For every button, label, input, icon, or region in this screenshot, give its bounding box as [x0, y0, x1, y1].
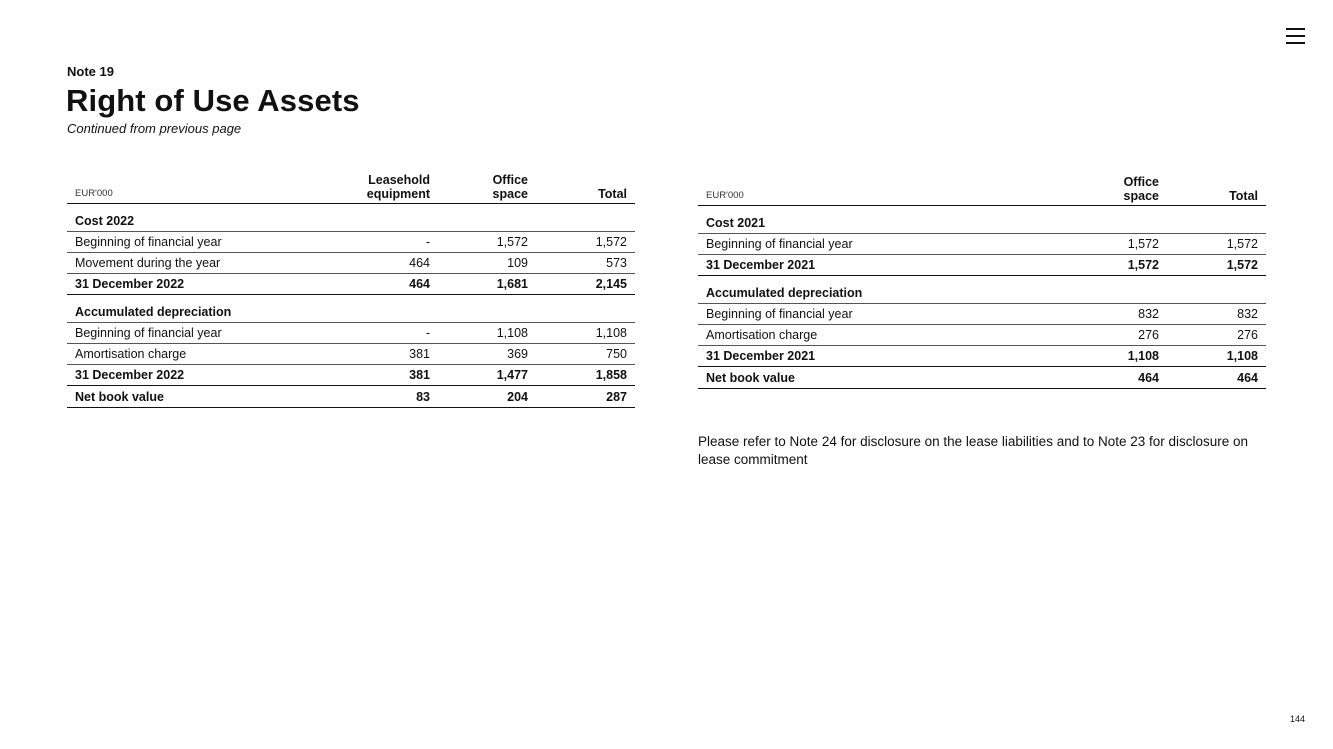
table-header [67, 168, 635, 204]
table-row [67, 253, 635, 274]
cell-value: 1,477 [438, 365, 536, 386]
row-label: Beginning of financial year [67, 323, 325, 344]
row-label: 31 December 2022 [67, 274, 325, 295]
cell-value: 1,108 [438, 323, 536, 344]
section-heading: Cost 2022 [67, 204, 635, 232]
row-label: 31 December 2022 [67, 365, 325, 386]
page-number: 144 [1290, 714, 1306, 724]
cell-value: 1,572 [1167, 255, 1266, 276]
cell-value: 1,572 [438, 232, 536, 253]
total-row [698, 346, 1266, 367]
cell-value: - [325, 323, 438, 344]
cell-value: 832 [1069, 304, 1167, 325]
hamburger-menu-icon[interactable] [1285, 26, 1307, 46]
table-row [67, 344, 635, 365]
section-heading-row [67, 204, 635, 232]
cell-value: 381 [325, 365, 438, 386]
table-row [698, 304, 1266, 325]
section-heading-row [67, 295, 635, 323]
section-heading: Accumulated depreciation [698, 276, 1266, 304]
table-row [698, 234, 1266, 255]
row-label: Beginning of financial year [67, 232, 325, 253]
cell-value: 204 [438, 386, 536, 408]
row-label: Net book value [698, 367, 1069, 389]
page-title: Right of Use Assets [66, 83, 360, 118]
header-row [698, 170, 1266, 206]
net-book-value-row [67, 386, 635, 408]
cell-value: 1,572 [1069, 234, 1167, 255]
cell-value: 83 [325, 386, 438, 408]
section-heading-row [698, 206, 1266, 234]
unit-label: EUR'000 [67, 168, 325, 204]
table-body [67, 204, 635, 408]
cell-value: 1,108 [536, 323, 635, 344]
row-label: Beginning of financial year [698, 304, 1069, 325]
cell-value: 276 [1069, 325, 1167, 346]
net-book-value-row [698, 367, 1266, 389]
section-heading: Accumulated depreciation [67, 295, 635, 323]
cell-value: 464 [1167, 367, 1266, 389]
cell-value: 369 [438, 344, 536, 365]
lease-disclosure-note: Please refer to Note 24 for disclosure on the lease liabilities and to Note 23 for disclosure on lease commitment [698, 434, 1249, 467]
row-label: 31 December 2021 [698, 255, 1069, 276]
column-header: Leasehold equipment [325, 168, 438, 204]
cell-value: 1,108 [1167, 346, 1266, 367]
cell-value: - [325, 232, 438, 253]
section-heading-row [698, 276, 1266, 304]
row-label: Net book value [67, 386, 325, 408]
unit-label: EUR'000 [698, 170, 1069, 206]
section-heading: Cost 2021 [698, 206, 1266, 234]
row-label: Amortisation charge [67, 344, 325, 365]
header-row [67, 168, 635, 204]
cell-value: 464 [1069, 367, 1167, 389]
note-label: Note 19 [67, 64, 114, 79]
page-subtitle: Continued from previous page [67, 121, 242, 136]
row-label: Beginning of financial year [698, 234, 1069, 255]
column-header: Total [1167, 170, 1266, 206]
column-header: Office space [1069, 170, 1167, 206]
cell-value: 464 [325, 253, 438, 274]
cell-value: 832 [1167, 304, 1266, 325]
cell-value: 1,108 [1069, 346, 1167, 367]
total-row [67, 274, 635, 295]
table-row [698, 325, 1266, 346]
total-row [698, 255, 1266, 276]
table-header [698, 170, 1266, 206]
column-header: Total [536, 168, 635, 204]
cell-value: 1,858 [536, 365, 635, 386]
table-body [698, 206, 1266, 389]
table-row [67, 232, 635, 253]
cell-value: 381 [325, 344, 438, 365]
cell-value: 464 [325, 274, 438, 295]
cell-value: 573 [536, 253, 635, 274]
total-row [67, 365, 635, 386]
cell-value: 1,572 [1167, 234, 1266, 255]
cell-value: 2,145 [536, 274, 635, 295]
table-row [67, 323, 635, 344]
cell-value: 1,572 [1069, 255, 1167, 276]
cell-value: 1,681 [438, 274, 536, 295]
column-header: Office space [438, 168, 536, 204]
right-of-use-table-2022 [67, 168, 635, 408]
row-label: Movement during the year [67, 253, 325, 274]
cell-value: 276 [1167, 325, 1266, 346]
right-of-use-table-2021 [698, 170, 1266, 389]
row-label: 31 December 2021 [698, 346, 1069, 367]
cell-value: 1,572 [536, 232, 635, 253]
row-label: Amortisation charge [698, 325, 1069, 346]
cell-value: 109 [438, 253, 536, 274]
cell-value: 287 [536, 386, 635, 408]
cell-value: 750 [536, 344, 635, 365]
